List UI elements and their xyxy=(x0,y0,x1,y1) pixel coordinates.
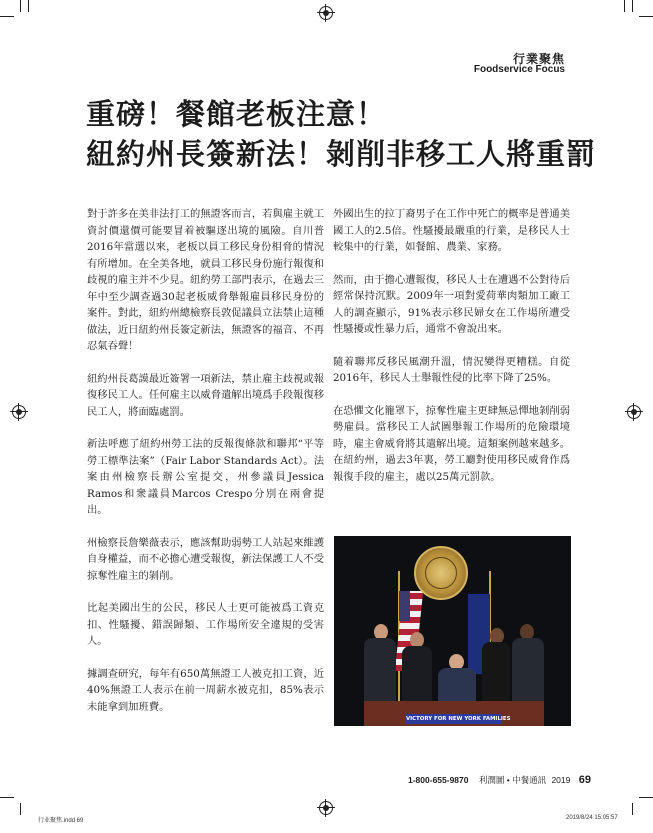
paragraph: 紐約州長葛謨最近簽署一項新法，禁止雇主歧視或報復移民工人。任何雇主以威脅遣解出境爲手段報復移民工人，將面臨處罰。 xyxy=(87,372,324,418)
paragraph: 外國出生的拉丁裔男子在工作中死亡的概率是普通美國工人的2.5倍。性騷擾最嚴重的行業，是移民人士較集中的行業，如餐館、農業、家務。 xyxy=(333,208,570,253)
person-figure xyxy=(364,638,396,708)
headline-line-2: 紐約州長簽新法！剝削非移工人將重罰 xyxy=(86,137,597,171)
page-footer xyxy=(408,774,591,786)
paragraph: 然而，由于擔心遭報復，移民人士在遭遇不公對待后經常保持沉默。2009年一項對愛荷華肉類加工廠工人的調查顯示，91%表示移民婦女在工作場所遭受性騷擾或性暴力后，通常不會說出來。 xyxy=(333,273,570,335)
paragraph: 在恐懼文化籠罩下，掠奪性雇主更肆無忌憚地剝削弱勢雇員。當移民工人試圖舉報工作場所的危險環境時，雇主會威脅將其遣解出境。這類案例越來越多。在紐約州，過去3年裏，勞工廳對使用移民威脅作爲報復手段的雇主，處以25萬元罰款。 xyxy=(333,404,570,483)
paragraph: 對于許多在美非法打工的無證客而言，若與雇主就工資討價還價可能要冒着被驅逐出境的風險。自川普2016年當選以來，老板以員工移民身份相脅的情況有所增加。在全美各地，就員工移民身份施行報復和歧視的雇主并不少見。紐約勞工部門表示，在過去三年中至少調查過30起老板威脅舉報雇員移民身份的案件。對此，紐約州總檢察長敦促議員立法禁止這種做法，近日紐約州長簽定新法，無證客的福音、不再忍氣吞聲！ xyxy=(87,208,324,352)
crop-mark xyxy=(639,797,653,798)
crop-mark xyxy=(624,0,625,12)
headline-line-1: 重磅！餐館老板注意！ xyxy=(86,97,387,131)
registration-mark-icon xyxy=(319,6,333,20)
paragraph: 隨着聯邦反移民風潮升溫，情況變得更糟糕。自從2016年，移民人士舉報性侵的比率下降了25%。 xyxy=(333,355,570,384)
registration-mark-icon xyxy=(627,405,641,419)
print-slug-file: 行业聚焦.indd 69 xyxy=(38,818,84,824)
crop-mark xyxy=(0,797,14,798)
crop-mark xyxy=(20,0,21,12)
crop-mark xyxy=(0,16,14,17)
footer-publication: 利潤圖 • 中餐通訊 xyxy=(478,775,547,785)
person-figure xyxy=(512,638,544,708)
crop-mark xyxy=(20,803,21,815)
crop-mark xyxy=(632,803,633,815)
paragraph: 據調查研究，每年有650萬無證工人被克扣工資，近40%無證工人表示在前一周薪水被克扣，85%表示未能拿到加班費。 xyxy=(87,667,324,713)
section-title: 行業聚焦 xyxy=(512,52,565,66)
article-column-left xyxy=(87,206,324,731)
person-figure xyxy=(482,642,510,706)
crop-mark xyxy=(632,0,633,12)
registration-mark-icon xyxy=(12,405,26,419)
paragraph: 州檢察長詹樂薇表示，應該幫助弱勢工人站起來維護自身權益，而不必擔心遭受報復，新法保護工人不受掠奪性雇主的剝削。 xyxy=(87,536,324,582)
page-number: 69 xyxy=(578,774,591,786)
footer-year: 2019 xyxy=(551,775,571,785)
crop-mark xyxy=(28,0,29,12)
registration-mark-icon xyxy=(319,801,333,815)
paragraph: 比起美國出生的公民，移民人士更可能被爲工資克扣、性騷擾、錯誤歸類、工作場所安全違規的受害人。 xyxy=(87,602,324,647)
bill-signing-photo xyxy=(334,536,571,726)
us-flag-canton xyxy=(399,591,410,621)
section-subtitle: Foodservice Focus xyxy=(473,64,565,75)
person-figure xyxy=(402,646,432,706)
paragraph: 新法呼應了紐約州勞工法的反報復條款和聯邦“平等勞工標準法案”（Fair Labor Standards Act）。法案由州檢察長辦公室提交，州參議員Jessica Ramos和衆議員Marcos Crespo分別在兩會提出。 xyxy=(87,438,324,516)
footer-phone: 1-800-655-9870 xyxy=(408,775,469,785)
seal-ring xyxy=(425,557,457,589)
state-seal-icon xyxy=(414,546,468,600)
desk-sign: VICTORY FOR NEW YORK FAMILIES xyxy=(406,716,511,722)
article-column-right xyxy=(333,206,570,501)
print-slug-timestamp: 2019/8/24 15:05:57 xyxy=(566,815,618,821)
crop-mark xyxy=(639,16,653,17)
